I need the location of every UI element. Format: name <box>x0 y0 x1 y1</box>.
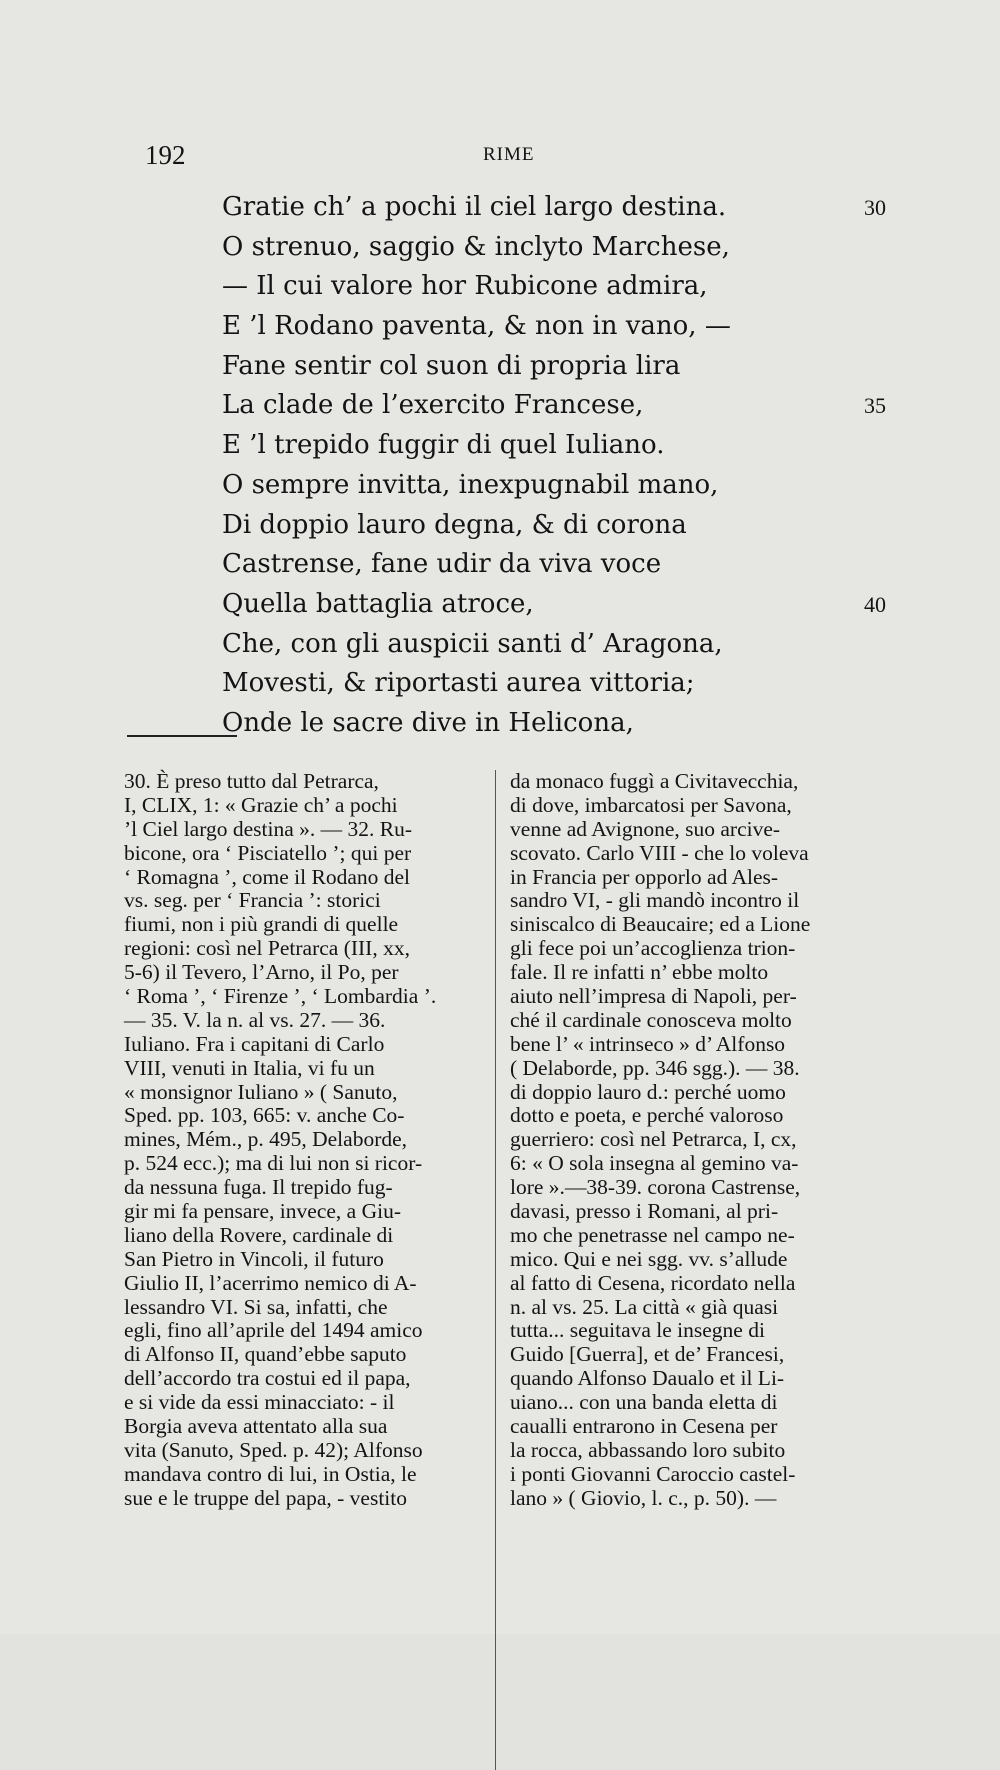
note-line: lano » ( Giovio, l. c., p. 50). — <box>510 1485 777 1510</box>
note-line: aiuto nell’impresa di Napoli, per- <box>510 984 797 1009</box>
column-divider <box>495 770 496 1770</box>
note-line: ‘ Roma ’, ‘ Firenze ’, ‘ Lombardia ’. <box>124 984 437 1009</box>
verse-text: Movesti, & riportasti aurea vittoria; <box>222 668 695 699</box>
note-line: mico. Qui e nei sgg. vv. s’allude <box>510 1246 788 1271</box>
note-line: egli, fino all’aprile del 1494 amico <box>124 1318 423 1343</box>
verse-text: Che, con gli auspicii santi d’ Aragona, <box>222 628 723 659</box>
line-number: 30 <box>864 195 886 220</box>
note-line: 30. È preso tutto dal Petrarca, <box>124 769 379 793</box>
verse-line <box>222 386 942 426</box>
note-line: Giulio II, l’acerrimo nemico di A- <box>124 1270 417 1295</box>
note-line: venne ad Avignone, suo arcive- <box>510 816 781 841</box>
note-line: fiumi, non i più grandi di quelle <box>124 912 399 937</box>
verse-line <box>222 545 942 585</box>
note-line: la rocca, abbassando loro subito <box>510 1437 786 1462</box>
note-line: tutta... seguitava le insegne di <box>510 1318 765 1343</box>
verse-text: Di doppio lauro degna, & di corona <box>222 509 687 540</box>
note-line: I, CLIX, 1: « Grazie ch’ a pochi <box>124 792 398 817</box>
note-line: quando Alfonso Daualo et il Li- <box>510 1366 785 1391</box>
verse-text: Fane sentir col suon di propria lira <box>222 350 681 381</box>
note-line: San Pietro in Vincoli, il futuro <box>124 1246 384 1271</box>
note-line: ‘ Romagna ’, come il Rodano del <box>124 864 410 889</box>
note-line: VIII, venuti in Italia, vi fu un <box>124 1055 375 1080</box>
note-line: guerriero: così nel Petrarca, I, cx, <box>510 1127 797 1152</box>
verse-text: Quella battaglia atroce, <box>222 588 534 619</box>
note-line: e si vide da essi minacciato: - il <box>124 1390 395 1415</box>
verse-line <box>222 585 942 625</box>
note-line: di Alfonso II, quand’ebbe saputo <box>124 1342 407 1367</box>
verse-text: Castrense, fane udir da viva voce <box>222 549 662 580</box>
verse-text: O strenuo, saggio & inclyto Marchese, <box>222 231 730 262</box>
verse-block <box>222 188 942 744</box>
note-line: lessandro VI. Si sa, infatti, che <box>124 1294 388 1319</box>
note-line: gir mi fa pensare, invece, a Giu- <box>124 1199 401 1224</box>
note-line: i ponti Giovanni Caroccio castel- <box>510 1461 796 1486</box>
note-line: vs. seg. per ‘ Francia ’: storici <box>124 888 381 913</box>
notes-left-column <box>124 770 492 1511</box>
verse-line <box>222 188 942 228</box>
note-line: scovato. Carlo VIII - che lo voleva <box>510 840 809 865</box>
note-line: gli fece poi un’accoglienza trion- <box>510 936 796 961</box>
note-line: dell’accordo tra costui ed il papa, <box>124 1366 411 1391</box>
note-line: n. al vs. 25. La città « già quasi <box>510 1294 779 1319</box>
note-line: da monaco fuggì a Civitavecchia, <box>510 769 799 793</box>
note-line: « monsignor Iuliano » ( Sanuto, <box>124 1079 398 1104</box>
notes-right-column <box>510 770 882 1511</box>
note-line: Guido [Guerra], et de’ Francesi, <box>510 1342 785 1367</box>
verse-line <box>222 347 942 387</box>
page-header <box>145 140 925 170</box>
note-line: ’l Ciel largo destina ». — 32. Ru- <box>124 816 413 841</box>
verse-line <box>222 307 942 347</box>
note-line: fale. Il re infatti n’ ebbe molto <box>510 960 769 985</box>
note-line: davasi, presso i Romani, al pri- <box>510 1199 779 1224</box>
note-line: Iuliano. Fra i capitani di Carlo <box>124 1031 385 1056</box>
note-line: regioni: così nel Petrarca (III, xx, <box>124 936 410 961</box>
verse-line <box>222 506 942 546</box>
verse-line <box>222 704 942 744</box>
note-line: caualli entrarono in Cesena per <box>510 1414 778 1439</box>
note-line: sue e le truppe del papa, - vestito <box>124 1485 407 1510</box>
footnote-rule <box>127 735 237 737</box>
verse-text: Gratie ch’ a pochi il ciel largo destina. <box>222 192 727 222</box>
note-line: di doppio lauro d.: perché uomo <box>510 1079 786 1104</box>
note-line: sandro VI, - gli mandò incontro il <box>510 888 800 913</box>
verse-text: Onde le sacre dive in Helicona, <box>222 707 634 738</box>
note-line: bene l’ « intrinseco » d’ Alfonso <box>510 1031 786 1056</box>
note-line: mo che penetrasse nel campo ne- <box>510 1222 795 1247</box>
note-line: Borgia aveva attentato alla sua <box>124 1414 388 1439</box>
verse-text: E ’l Rodano paventa, & non in vano, — <box>222 311 731 342</box>
note-line: lore ».—38-39. corona Castrense, <box>510 1175 801 1200</box>
note-line: 6: « O sola insegna al gemino va- <box>510 1151 799 1176</box>
note-line: ché il cardinale conosceva molto <box>510 1007 792 1032</box>
verse-text: E ’l trepido fuggir di quel Iuliano. <box>222 430 665 461</box>
note-line: siniscalco di Beaucaire; ed a Lione <box>510 912 811 937</box>
note-line: di dove, imbarcatosi per Savona, <box>510 792 792 817</box>
note-line: 5-6) il Tevero, l’Arno, il Po, per <box>124 960 399 985</box>
note-line: vita (Sanuto, Sped. p. 42); Alfonso <box>124 1437 423 1462</box>
note-line: liano della Rovere, cardinale di <box>124 1222 394 1247</box>
note-line: da nessuna fuga. Il trepido fug- <box>124 1175 393 1200</box>
verse-line <box>222 267 942 307</box>
verse-line <box>222 426 942 466</box>
note-line: ( Delaborde, pp. 346 sgg.). — 38. <box>510 1055 800 1080</box>
note-line: mines, Mém., p. 495, Delaborde, <box>124 1127 408 1152</box>
line-number: 35 <box>864 393 886 419</box>
running-title: RIME <box>483 144 535 165</box>
verse-line <box>222 664 942 704</box>
verse-text: O sempre invitta, inexpugnabil mano, <box>222 469 719 500</box>
note-line: mandava contro di lui, in Ostia, le <box>124 1461 417 1486</box>
verse-line <box>222 466 942 506</box>
note-line: bicone, ora ‘ Pisciatello ’; qui per <box>124 840 412 865</box>
verse-text: La clade de l’exercito Francese, <box>222 390 644 421</box>
verse-line <box>222 625 942 665</box>
note-line: p. 524 ecc.); ma di lui non si ricor- <box>124 1151 423 1176</box>
verse-text: — Il cui valore hor Rubicone admira, <box>222 271 708 302</box>
note-line: dotto e poeta, e perché valoroso <box>510 1103 784 1128</box>
note-line: uiano... con una banda eletta di <box>510 1390 778 1415</box>
note-line: — 35. V. la n. al vs. 27. — 36. <box>124 1007 386 1032</box>
note-line: Sped. pp. 103, 665: v. anche Co- <box>124 1103 405 1128</box>
note-line: in Francia per opporlo ad Ales- <box>510 864 779 889</box>
verse-line <box>222 228 942 268</box>
line-number: 40 <box>864 591 886 617</box>
page-number: 192 <box>145 140 186 170</box>
note-line: al fatto di Cesena, ricordato nella <box>510 1270 796 1295</box>
